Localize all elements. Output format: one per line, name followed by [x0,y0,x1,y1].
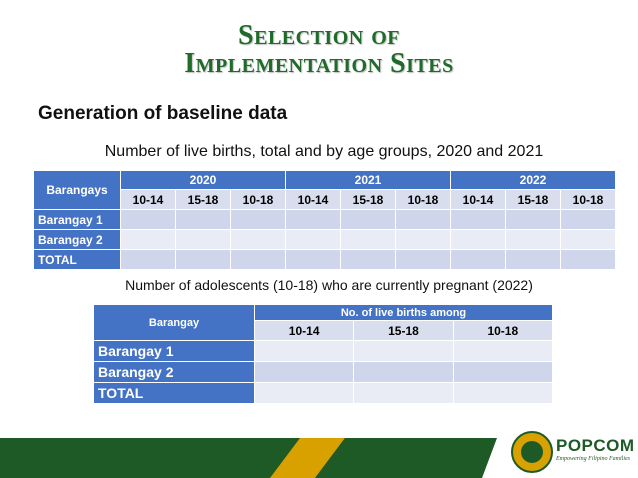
data-cell [286,230,341,250]
age-header: 10-14 [121,190,176,210]
data-cell [506,210,561,230]
data-cell [506,250,561,270]
data-cell [231,210,286,230]
year-header-2021: 2021 [286,171,451,190]
seal-center [521,441,543,463]
data-cell [561,230,616,250]
data-cell [255,341,354,362]
age-header: 15-18 [506,190,561,210]
row-label: Barangay 2 [94,362,255,383]
data-cell [121,250,176,270]
data-cell [341,210,396,230]
age-header: 10-14 [286,190,341,210]
data-cell [561,210,616,230]
row-label: TOTAL [94,383,255,404]
pregnant-adolescents-table [93,304,553,404]
row-label: TOTAL [34,250,121,270]
data-cell [453,383,552,404]
table-row [94,383,553,404]
barangays-header: Barangays [34,171,121,210]
age-header: 10-14 [255,321,354,341]
age-header: 15-18 [341,190,396,210]
data-cell [286,250,341,270]
row-label: Barangay 2 [34,230,121,250]
data-cell [506,230,561,250]
barangay-header: Barangay [94,305,255,341]
age-header: 10-18 [231,190,286,210]
data-cell [396,230,451,250]
popcom-tagline: Empowering Filipino Families [556,456,630,462]
data-cell [396,210,451,230]
footer-green-stripe [315,438,500,478]
data-cell [121,210,176,230]
popcom-seal-icon [511,431,553,473]
popcom-logo-text: POPCOM [556,436,635,455]
section-subtitle: Generation of baseline data [38,103,288,124]
table-row [34,210,616,230]
table-row [94,362,553,383]
age-header: 15-18 [354,321,453,341]
table1-caption: Number of live births, total and by age groups, 2020 and 2021 [104,143,544,160]
data-cell [451,250,506,270]
slide-title-line1: Selection of [238,20,400,51]
data-cell [354,383,453,404]
age-header: 15-18 [176,190,231,210]
table-row [34,250,616,270]
data-cell [341,230,396,250]
data-cell [286,210,341,230]
data-cell [451,230,506,250]
year-header-2022: 2022 [451,171,616,190]
data-cell [176,210,231,230]
age-header: 10-18 [453,321,552,341]
data-cell [121,230,176,250]
age-header: 10-18 [396,190,451,210]
data-cell [255,362,354,383]
table-row [34,230,616,250]
data-cell [341,250,396,270]
year-header-2020: 2020 [121,171,286,190]
live-births-table [33,170,616,270]
data-cell [231,250,286,270]
data-cell [354,362,453,383]
table2-caption: Number of adolescents (10-18) who are currently pregnant (2022) [125,277,533,293]
data-cell [354,341,453,362]
age-header: 10-18 [561,190,616,210]
table-row [94,341,553,362]
data-cell [561,250,616,270]
data-cell [453,341,552,362]
row-label: Barangay 1 [94,341,255,362]
data-cell [176,250,231,270]
data-cell [176,230,231,250]
slide-title [0,22,638,78]
data-cell [255,383,354,404]
slide-title-line2: Implementation Sites [184,48,454,79]
data-cell [396,250,451,270]
age-header: 10-14 [451,190,506,210]
live-births-group-header: No. of live births among [255,305,553,321]
data-cell [453,362,552,383]
data-cell [451,210,506,230]
data-cell [231,230,286,250]
row-label: Barangay 1 [34,210,121,230]
